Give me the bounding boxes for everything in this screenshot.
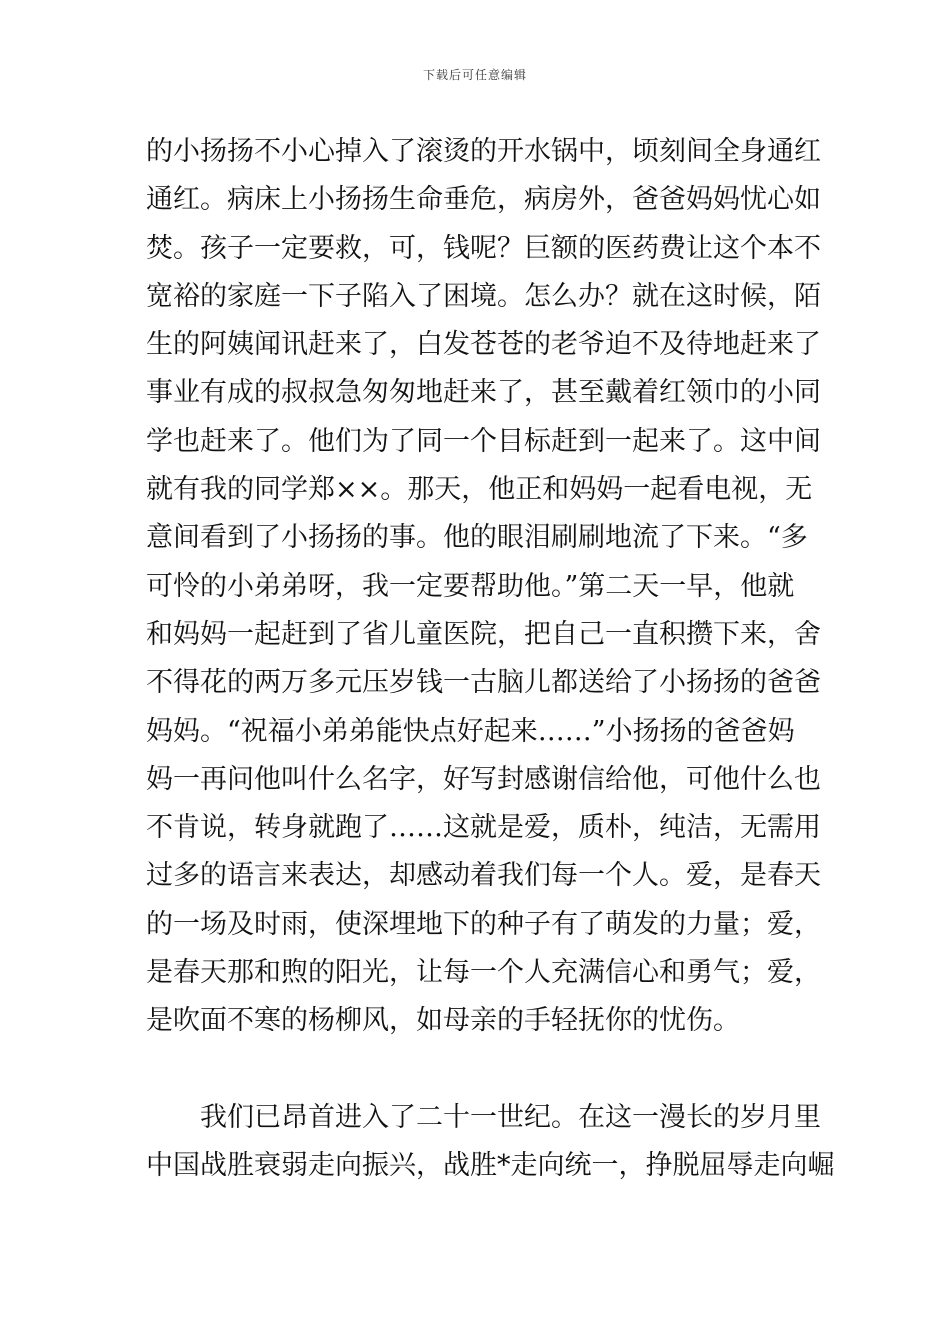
text-line: 就有我的同学郑××。那天，他正和妈妈一起看电视，无 (146, 474, 813, 506)
text-line: 妈妈。“祝福小弟弟能快点好起来……”小扬扬的爸爸妈 (146, 715, 795, 747)
text-line: 是吹面不寒的杨柳风，如母亲的手轻抚你的忧伤。 (146, 1005, 740, 1037)
document-body (146, 128, 835, 1191)
text-line: 和妈妈一起赶到了省儿童医院，把自己一直积攒下来，舍 (146, 618, 821, 650)
text-line: 通红。病床上小扬扬生命垂危，病房外，爸爸妈妈忧心如 (146, 184, 821, 216)
text-line: 不肯说，转身就跑了……这就是爱，质朴，纯洁，无需用 (146, 812, 821, 844)
text-line: 意间看到了小扬扬的事。他的眼泪刷刷地流了下来。“多 (146, 522, 808, 554)
text-line: 宽裕的家庭一下子陷入了困境。怎么办？就在这时候，陌 (146, 280, 821, 312)
text-line: 事业有成的叔叔急匆匆地赶来了，甚至戴着红领巾的小同 (146, 377, 821, 409)
paragraph-gap (146, 1046, 816, 1094)
text-line: 学也赶来了。他们为了同一个目标赶到一起来了。这中间 (146, 425, 821, 457)
text-line: 我们已昂首进入了二十一世纪。在这一漫长的岁月里 (200, 1101, 821, 1133)
text-line: 不得花的两万多元压岁钱一古脑儿都送给了小扬扬的爸爸 (146, 667, 821, 699)
text-line: 过多的语言来表达，却感动着我们每一个人。爱，是春天 (146, 860, 821, 892)
text-line: 的小扬扬不小心掉入了滚烫的开水锅中，顷刻间全身通红 (146, 136, 821, 167)
text-line: 生的阿姨闻讯赶来了，白发苍苍的老爷迫不及待地赶来了 (146, 329, 821, 361)
text-line: 是春天那和煦的阳光，让每一个人充满信心和勇气；爱， (146, 957, 821, 989)
text-line: 妈一再问他叫什么名字，好写封感谢信给他，可他什么也 (146, 763, 821, 795)
text-line: 焚。孩子一定要救，可，钱呢？巨额的医药费让这个本不 (146, 232, 821, 264)
page-header: 下载后可任意编辑 (422, 68, 527, 82)
text-line: 的一场及时雨，使深埋地下的种子有了萌发的力量；爱， (146, 908, 821, 940)
text-line: 可怜的小弟弟呀，我一定要帮助他。”第二天一早，他就 (146, 570, 795, 602)
text-line: 中国战胜衰弱走向振兴，战胜*走向统一，挣脱屈辱走向崛 (146, 1150, 835, 1182)
